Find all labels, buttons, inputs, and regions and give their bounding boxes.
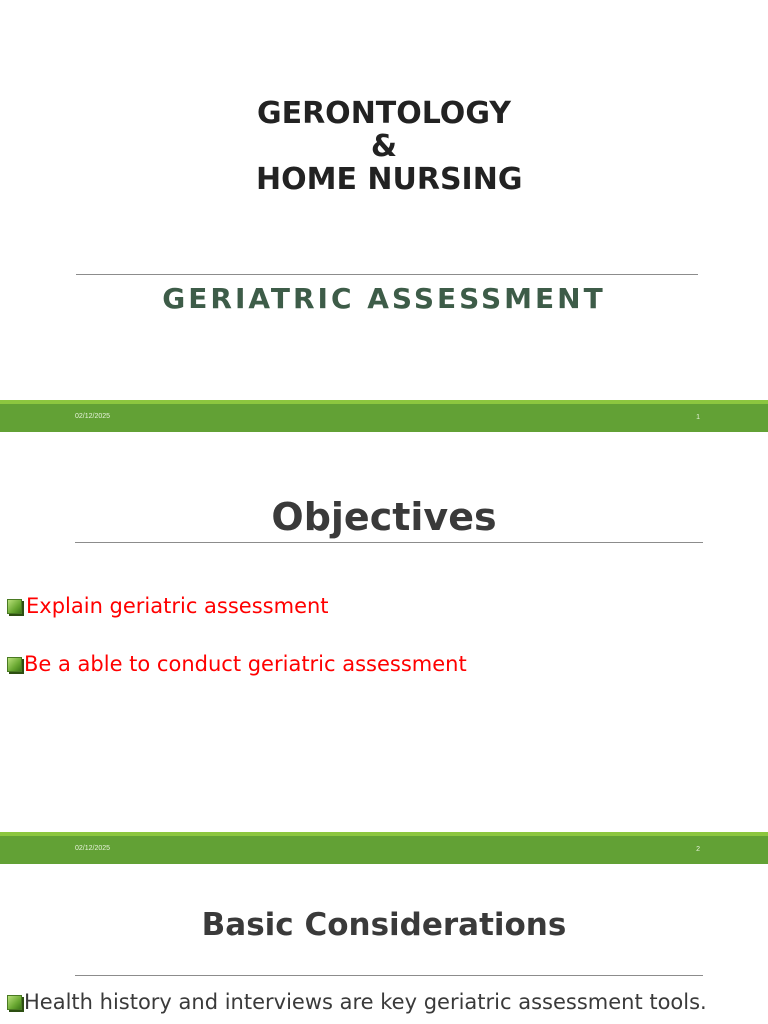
slide-1 (0, 0, 768, 432)
slide-3 (0, 864, 768, 1024)
slide-heading: Objectives (271, 495, 497, 539)
slide-subtitle: GERIATRIC ASSESSMENT (162, 282, 606, 315)
title-line-2: & (370, 129, 398, 164)
footer-date: 02/12/2025 (75, 845, 111, 852)
footer-accent-line (0, 832, 768, 836)
checkbox-icon (7, 599, 22, 614)
divider-line (76, 274, 698, 275)
title-line-1: GERONTOLOGY (256, 96, 512, 131)
footer-page-number: 2 (696, 846, 700, 853)
title-line-3: HOME NURSING (245, 162, 523, 197)
slide-2 (0, 432, 768, 864)
slide-title (0, 97, 768, 196)
checkbox-icon (7, 995, 22, 1010)
slide-heading: Basic Considerations (201, 907, 567, 943)
footer-accent-line (0, 400, 768, 404)
bullet-item (7, 652, 467, 676)
bullet-item (7, 594, 329, 618)
footer-page-number: 1 (696, 414, 700, 421)
bullet-text: Explain geriatric assessment (26, 594, 329, 618)
checkbox-icon (7, 657, 22, 672)
divider-line (75, 975, 703, 976)
divider-line (75, 542, 703, 543)
bullet-item (7, 990, 707, 1014)
footer-bar (0, 832, 768, 864)
footer-date: 02/12/2025 (75, 413, 111, 420)
bullet-text: Be a able to conduct geriatric assessment (24, 652, 467, 676)
bullet-text: Health history and interviews are key geriatric assessment tools. (24, 990, 707, 1014)
footer-bar (0, 400, 768, 432)
